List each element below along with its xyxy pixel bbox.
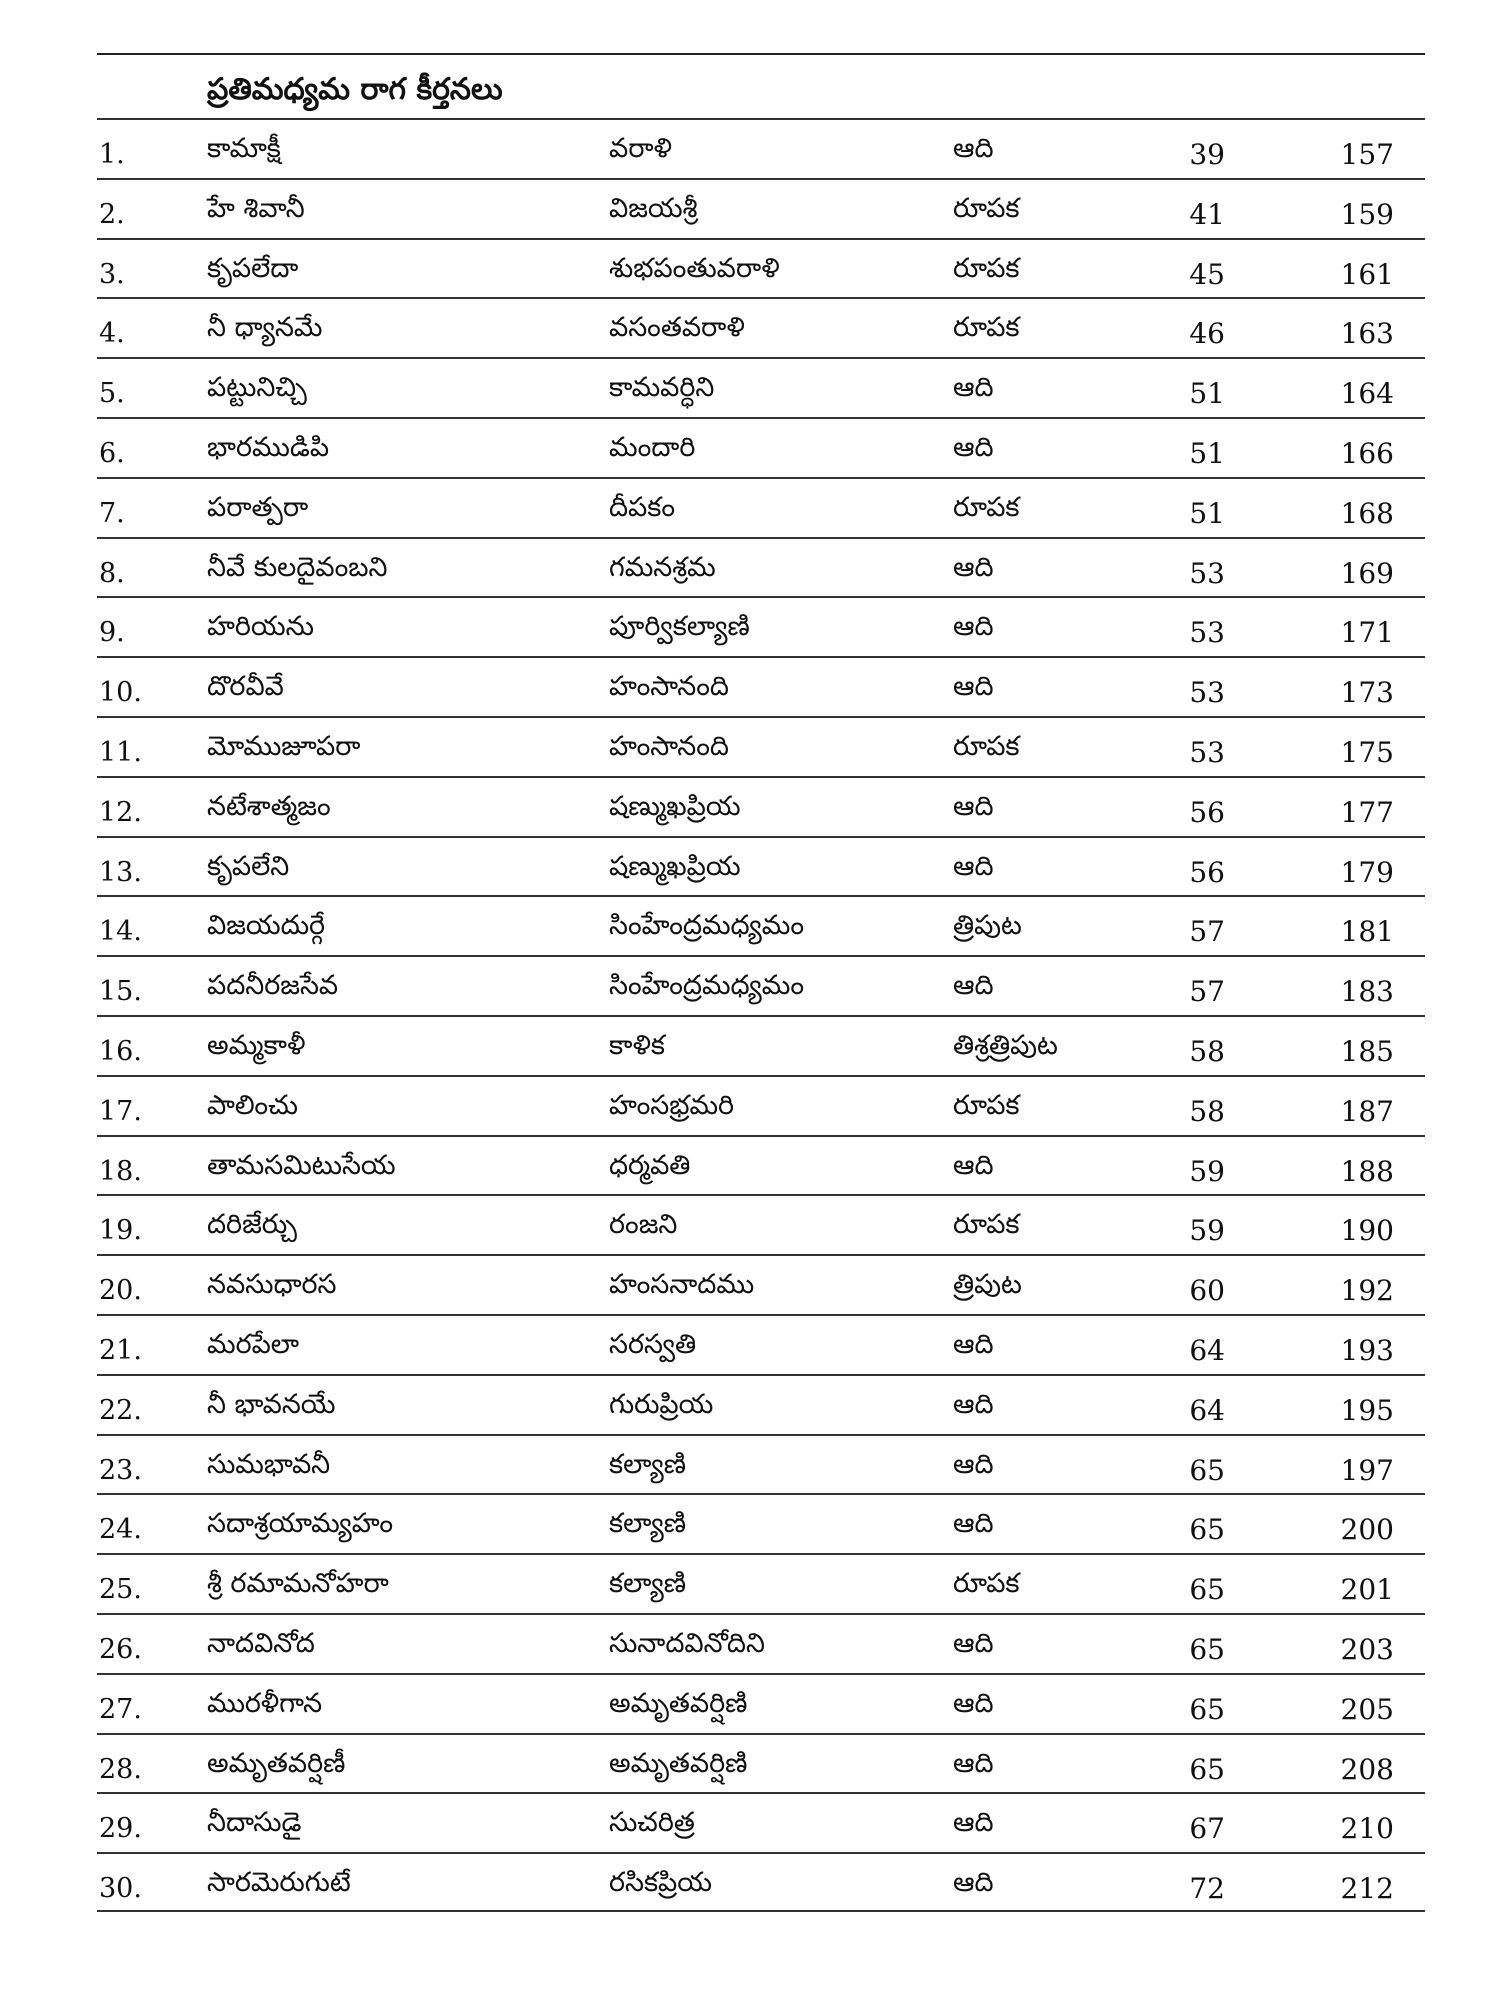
page-ref-1: 60 <box>1189 1274 1225 1308</box>
table-row <box>97 1792 1425 1852</box>
table-row <box>97 1075 1425 1135</box>
table-row <box>97 417 1425 477</box>
page-ref-1: 51 <box>1189 436 1225 470</box>
page-ref-2: 187 <box>1340 1094 1394 1128</box>
page-ref-2: 183 <box>1340 975 1394 1009</box>
kriti-title: కృపలేదా <box>207 252 299 284</box>
page-ref-2: 179 <box>1340 855 1394 889</box>
raga-name: కల్యాణి <box>609 1508 687 1540</box>
raga-name: హంసభ్రమరి <box>609 1089 735 1121</box>
page-ref-2: 197 <box>1340 1453 1394 1487</box>
table-row <box>97 297 1425 357</box>
row-number: 24. <box>99 1514 142 1546</box>
raga-name: షణ్ముఖప్రియ <box>609 790 741 822</box>
section-heading: ప్రతిమధ్యమ రాగ కీర్తనలు <box>207 72 503 107</box>
table-row <box>97 836 1425 896</box>
page-ref-1: 64 <box>1189 1393 1225 1427</box>
raga-name: హంసనాదము <box>609 1269 755 1301</box>
raga-name: వరాళి <box>609 133 673 164</box>
page-ref-2: 195 <box>1340 1393 1394 1427</box>
raga-name: కామవర్ధిని <box>609 372 715 404</box>
tala-name: రూపక <box>953 491 1020 523</box>
table-row <box>97 1135 1425 1195</box>
page-ref-2: 200 <box>1340 1513 1394 1547</box>
page-ref-1: 45 <box>1189 257 1225 291</box>
kriti-title: పదనీరజసేవ <box>207 970 339 1002</box>
row-number: 30. <box>99 1873 142 1905</box>
row-number: 11. <box>99 736 142 768</box>
page-ref-2: 205 <box>1340 1692 1394 1726</box>
page-ref-1: 51 <box>1189 496 1225 530</box>
tala-name: రూపక <box>953 730 1020 762</box>
tala-name: రూపక <box>953 1089 1020 1121</box>
kriti-title: తామసమిటుసేయ <box>207 1149 396 1181</box>
tala-name: ఆది <box>953 1328 994 1360</box>
page-ref-2: 168 <box>1340 496 1394 530</box>
page-ref-2: 166 <box>1340 436 1394 470</box>
page-ref-2: 159 <box>1340 197 1394 231</box>
row-number: 7. <box>99 497 125 529</box>
table-row <box>97 178 1425 238</box>
page-ref-1: 58 <box>1189 1034 1225 1068</box>
page-ref-1: 51 <box>1189 377 1225 411</box>
raga-name: హంసానంది <box>609 730 729 762</box>
page-ref-2: 175 <box>1340 735 1394 769</box>
kriti-title: సదాశ్రయామ్యహం <box>207 1508 394 1540</box>
tala-name: ఆది <box>953 850 994 882</box>
row-number: 17. <box>99 1095 142 1127</box>
tala-name: ఆది <box>953 431 994 463</box>
page-ref-2: 181 <box>1340 915 1394 949</box>
tala-name: ఆది <box>953 372 994 404</box>
raga-name: సరస్వతి <box>609 1328 697 1360</box>
kriti-table <box>97 118 1425 1912</box>
page-ref-1: 53 <box>1189 556 1225 590</box>
page-ref-1: 65 <box>1189 1453 1225 1487</box>
raga-name: హంసానంది <box>609 671 729 703</box>
table-row <box>97 1015 1425 1075</box>
table-row <box>97 716 1425 776</box>
kriti-title: నాదవినోద <box>207 1627 315 1659</box>
page-ref-1: 65 <box>1189 1573 1225 1607</box>
raga-name: సింహేంద్రమధ్యమం <box>609 910 805 942</box>
page-ref-2: 212 <box>1340 1872 1394 1906</box>
kriti-title: నీ ధ్యానమే <box>207 312 323 344</box>
tala-name: ఆది <box>953 1747 994 1779</box>
tala-name: ఆది <box>953 671 994 703</box>
tala-name: రూపక <box>953 1209 1020 1241</box>
kriti-title: హరియను <box>207 611 314 643</box>
page-ref-2: 173 <box>1340 676 1394 710</box>
row-number: 28. <box>99 1753 142 1785</box>
table-row <box>97 596 1425 656</box>
tala-name: ఆది <box>953 133 994 164</box>
page-ref-1: 53 <box>1189 735 1225 769</box>
row-number: 4. <box>99 318 125 350</box>
tala-name: ఆది <box>953 551 994 583</box>
kriti-title: నవసుధారస <box>207 1269 337 1301</box>
table-row <box>97 477 1425 537</box>
page-ref-1: 56 <box>1189 795 1225 829</box>
table-row <box>97 1852 1425 1912</box>
row-number: 16. <box>99 1035 142 1067</box>
kriti-title: పాలించు <box>207 1089 298 1121</box>
kriti-title: విజయదుర్గే <box>207 910 326 942</box>
row-number: 29. <box>99 1813 142 1845</box>
kriti-title: పట్టునిచ్చి <box>207 372 307 404</box>
raga-name: రసికప్రియ <box>609 1867 712 1899</box>
kriti-title: మరపేలా <box>207 1328 300 1360</box>
table-row <box>97 1673 1425 1733</box>
page-ref-2: 210 <box>1340 1812 1394 1846</box>
page-ref-1: 65 <box>1189 1752 1225 1786</box>
kriti-title: నీవే కులదైవంబని <box>207 551 388 583</box>
raga-name: సింహేంద్రమధ్యమం <box>609 970 805 1002</box>
page-ref-1: 59 <box>1189 1154 1225 1188</box>
row-number: 23. <box>99 1454 142 1486</box>
tala-name: తిశ్రత్రిపుట <box>953 1029 1058 1061</box>
tala-name: రూపక <box>953 252 1020 284</box>
row-number: 12. <box>99 796 142 828</box>
table-row <box>97 537 1425 597</box>
page-ref-1: 72 <box>1189 1872 1225 1906</box>
page-ref-1: 46 <box>1189 317 1225 351</box>
page-ref-2: 185 <box>1340 1034 1394 1068</box>
row-number: 2. <box>99 198 125 230</box>
page-ref-1: 64 <box>1189 1333 1225 1367</box>
raga-name: వసంతవరాళి <box>609 312 745 344</box>
row-number: 9. <box>99 617 125 649</box>
raga-name: పూర్వికల్యాణి <box>609 611 750 643</box>
row-number: 20. <box>99 1275 142 1307</box>
page-ref-2: 157 <box>1340 138 1394 171</box>
raga-name: సుచరిత్ర <box>609 1807 695 1839</box>
page-ref-2: 201 <box>1340 1573 1394 1607</box>
raga-name: గమనశ్రమ <box>609 551 716 583</box>
table-row <box>97 1493 1425 1553</box>
kriti-title: పరాత్పరా <box>207 491 309 523</box>
kriti-title: హే శివానీ <box>207 192 305 224</box>
tala-name: రూపక <box>953 192 1020 224</box>
kriti-title: మురళీగాన <box>207 1687 323 1719</box>
raga-name: కల్యాణి <box>609 1448 687 1480</box>
tala-name: త్రిపుట <box>953 1269 1022 1301</box>
table-row <box>97 895 1425 955</box>
raga-name: సునాదవినోదిని <box>609 1627 765 1659</box>
kriti-title: నీదాసుడై <box>207 1807 302 1839</box>
row-number: 3. <box>99 258 125 290</box>
table-row <box>97 1194 1425 1254</box>
page-ref-2: 193 <box>1340 1333 1394 1367</box>
kriti-title: దరిజేర్చు <box>207 1209 297 1241</box>
tala-name: త్రిపుట <box>953 910 1022 942</box>
page-ref-1: 65 <box>1189 1632 1225 1666</box>
page-ref-1: 56 <box>1189 855 1225 889</box>
raga-name: కల్యాణి <box>609 1568 687 1600</box>
raga-name: అమృతవర్షిణి <box>609 1747 748 1779</box>
page-ref-2: 203 <box>1340 1632 1394 1666</box>
tala-name: ఆది <box>953 1149 994 1181</box>
page-ref-2: 177 <box>1340 795 1394 829</box>
row-number: 10. <box>99 677 142 709</box>
table-row <box>97 1254 1425 1314</box>
row-number: 21. <box>99 1334 142 1366</box>
raga-name: అమృతవర్షిణి <box>609 1687 748 1719</box>
table-row <box>97 1434 1425 1494</box>
page-ref-1: 59 <box>1189 1214 1225 1248</box>
raga-name: షణ్ముఖప్రియ <box>609 850 741 882</box>
tala-name: రూపక <box>953 312 1020 344</box>
kriti-title: నటేశాత్మజం <box>207 790 331 822</box>
page-ref-2: 169 <box>1340 556 1394 590</box>
page-ref-1: 41 <box>1189 197 1225 231</box>
tala-name: ఆది <box>953 1687 994 1719</box>
table-row <box>97 1613 1425 1673</box>
page-ref-2: 190 <box>1340 1214 1394 1248</box>
row-number: 27. <box>99 1693 142 1725</box>
page-ref-1: 53 <box>1189 676 1225 710</box>
kriti-title: మోముజూపరా <box>207 730 361 762</box>
page-ref-1: 65 <box>1189 1692 1225 1726</box>
kriti-title: దొరవీవే <box>207 671 284 703</box>
table-row <box>97 357 1425 417</box>
page-ref-1: 67 <box>1189 1812 1225 1846</box>
row-number: 14. <box>99 916 142 948</box>
kriti-title: కామాక్షీ <box>207 133 281 164</box>
tala-name: ఆది <box>953 611 994 643</box>
page-ref-2: 171 <box>1340 616 1394 650</box>
raga-name: విజయశ్రీ <box>609 192 698 224</box>
row-number: 22. <box>99 1394 142 1426</box>
page-ref-1: 58 <box>1189 1094 1225 1128</box>
row-number: 6. <box>99 437 125 469</box>
page-ref-1: 57 <box>1189 915 1225 949</box>
tala-name: ఆది <box>953 1867 994 1899</box>
tala-name: ఆది <box>953 970 994 1002</box>
tala-name: రూపక <box>953 1568 1020 1600</box>
page-ref-1: 53 <box>1189 616 1225 650</box>
page-ref-1: 39 <box>1189 138 1225 171</box>
row-number: 13. <box>99 856 142 888</box>
tala-name: ఆది <box>953 1448 994 1480</box>
page-ref-2: 161 <box>1340 257 1394 291</box>
raga-name: దీపకం <box>609 491 676 523</box>
kriti-title: సుమభావనీ <box>207 1448 331 1480</box>
page-ref-2: 192 <box>1340 1274 1394 1308</box>
row-number: 15. <box>99 976 142 1008</box>
table-row <box>97 118 1425 178</box>
table-row <box>97 1733 1425 1793</box>
row-number: 19. <box>99 1215 142 1247</box>
kriti-title: అమ్మకాళీ <box>207 1029 306 1061</box>
row-number: 8. <box>99 557 125 589</box>
tala-name: ఆది <box>953 1807 994 1839</box>
row-number: 5. <box>99 378 125 410</box>
raga-name: రంజని <box>609 1209 678 1241</box>
kriti-title: నీ భావనయే <box>207 1388 336 1420</box>
kriti-title: అమృతవర్షిణీ <box>207 1747 346 1779</box>
raga-name: గురుప్రియ <box>609 1388 714 1420</box>
row-number: 25. <box>99 1574 142 1606</box>
kriti-title: కృపలేని <box>207 850 290 882</box>
table-row <box>97 1314 1425 1374</box>
raga-name: శుభపంతువరాళి <box>609 252 780 284</box>
raga-name: ధర్మవతి <box>609 1149 691 1181</box>
tala-name: ఆది <box>953 1508 994 1540</box>
table-row <box>97 1374 1425 1434</box>
table-row <box>97 1553 1425 1613</box>
top-rule <box>97 53 1425 55</box>
raga-name: కాళిక <box>609 1029 666 1061</box>
tala-name: ఆది <box>953 1388 994 1420</box>
kriti-title: శ్రీ రమామనోహరా <box>207 1568 389 1600</box>
tala-name: ఆది <box>953 1627 994 1659</box>
page-ref-2: 208 <box>1340 1752 1394 1786</box>
row-number: 26. <box>99 1633 142 1665</box>
page-ref-2: 188 <box>1340 1154 1394 1188</box>
table-row <box>97 776 1425 836</box>
page-ref-2: 163 <box>1340 317 1394 351</box>
table-row <box>97 238 1425 298</box>
kriti-title: భారముడిపి <box>207 431 330 463</box>
page-ref-2: 164 <box>1340 377 1394 411</box>
table-row <box>97 955 1425 1015</box>
table-row <box>97 656 1425 716</box>
row-number: 1. <box>99 139 125 170</box>
tala-name: ఆది <box>953 790 994 822</box>
kriti-title: సారమెరుగుటే <box>207 1867 351 1899</box>
raga-name: మందారి <box>609 431 696 463</box>
page-ref-1: 65 <box>1189 1513 1225 1547</box>
page-ref-1: 57 <box>1189 975 1225 1009</box>
row-number: 18. <box>99 1155 142 1187</box>
